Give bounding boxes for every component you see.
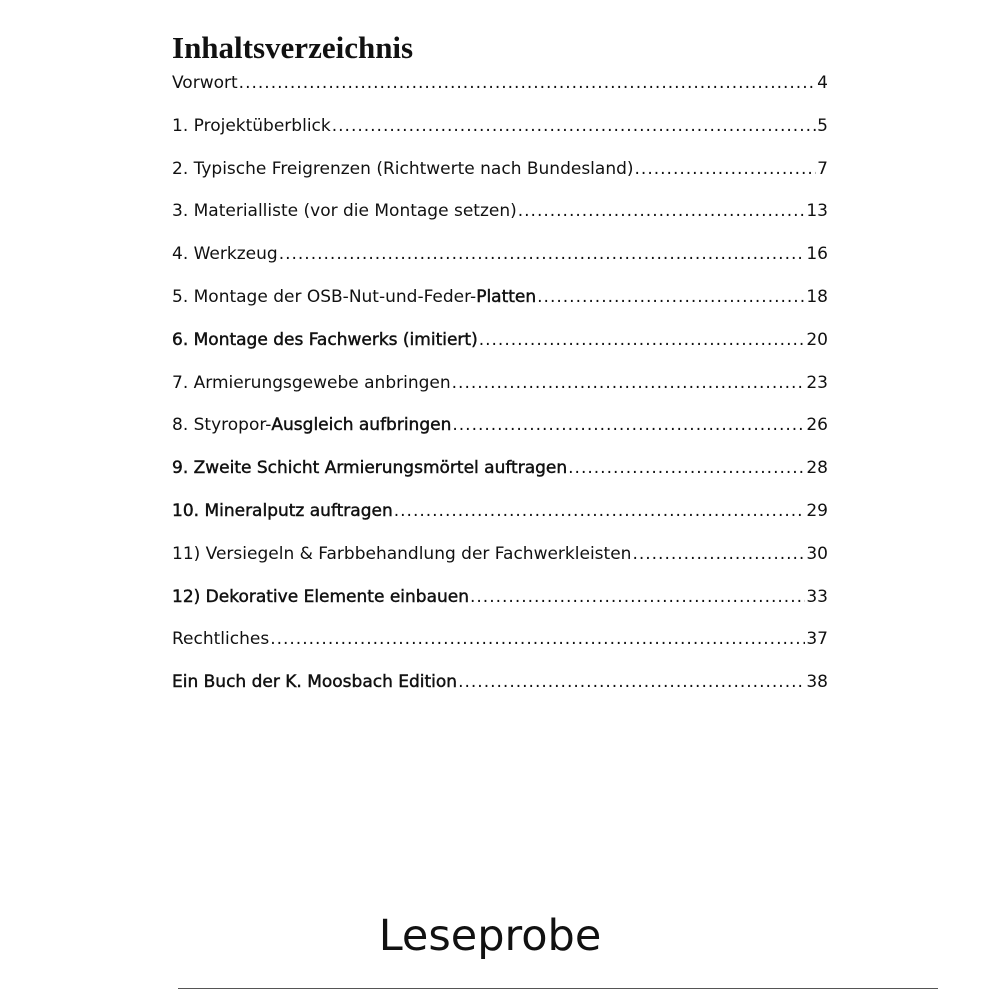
toc-entry[interactable]: [172, 533, 828, 576]
toc-dot-leader: [452, 362, 806, 405]
toc-entry-label: [172, 362, 451, 405]
toc-dot-leader: [239, 62, 817, 105]
toc-page-number: 18: [806, 286, 828, 307]
toc-entry[interactable]: [172, 661, 828, 704]
toc-entry[interactable]: [172, 404, 828, 447]
toc-entry-label-part: 1. Projektüberblick: [172, 115, 331, 136]
footer-divider: [178, 988, 938, 989]
toc-entry-label-part: 8. Styropor-: [172, 415, 272, 436]
toc-page-number: 29: [806, 500, 828, 521]
toc-entry-label-part: 12) Dekorative Elemente einbauen: [172, 586, 469, 607]
toc-entry[interactable]: [172, 576, 828, 619]
toc-page-number: 28: [806, 458, 828, 479]
toc-entry-label-part: Ein Buch der K. Moosbach Edition: [172, 672, 458, 693]
toc-entry-label: [172, 533, 631, 576]
toc-entry-label: [172, 62, 238, 105]
toc-entry-label: [172, 319, 478, 362]
toc-entry-label: [172, 148, 634, 191]
toc-page-number: 7: [817, 158, 828, 179]
toc-entry-label: [172, 276, 536, 319]
toc-entry[interactable]: [172, 618, 828, 661]
toc-entry-label: [172, 233, 278, 276]
toc-dot-leader: [270, 618, 805, 661]
toc-entry[interactable]: [172, 490, 828, 533]
toc-page-number: 26: [806, 415, 828, 436]
toc-dot-leader: [632, 533, 805, 576]
toc-entry-label-part: Platten: [476, 286, 537, 307]
toc-entry-label-part: 2. Typische Freigrenzen (Richtwerte nach Bundesland): [172, 158, 634, 179]
toc-entry-label-part: 5. Montage der OSB-Nut-und-Feder-: [172, 286, 477, 307]
toc-dot-leader: [568, 447, 805, 490]
toc-entry[interactable]: [172, 148, 828, 191]
toc-dot-leader: [635, 148, 817, 191]
toc-entry-label-part: 10. Mineralputz auftragen: [172, 500, 393, 521]
toc-entry[interactable]: [172, 319, 828, 362]
toc-dot-leader: [518, 190, 806, 233]
toc-entry[interactable]: [172, 62, 828, 105]
toc-page-number: 37: [806, 629, 828, 650]
toc-page-number: 5: [817, 115, 828, 136]
toc-entry-label: [172, 618, 269, 661]
toc-dot-leader: [470, 576, 805, 619]
toc-entry-label-part: 7. Armierungsgewebe anbringen: [172, 372, 451, 393]
toc-title: Inhaltsverzeichnis: [172, 30, 414, 65]
toc-entry[interactable]: [172, 362, 828, 405]
toc-entry-label-part: Rechtliches: [172, 629, 270, 650]
sample-label: Leseprobe: [378, 911, 602, 961]
toc-page-number: 4: [817, 73, 828, 93]
toc-entry[interactable]: [172, 233, 828, 276]
toc-entry-label-part: 11) Versiegeln & Farbbehandlung der Fachwerkleisten: [172, 543, 632, 564]
toc-entry-label: [172, 576, 469, 619]
toc-entry-label-part: 6. Montage des Fachwerks (imitiert): [172, 329, 478, 350]
toc-list: [172, 62, 828, 704]
toc-entry-label-part: 3. Materialliste (vor die Montage setzen): [172, 201, 517, 222]
toc-dot-leader: [458, 661, 805, 704]
toc-entry-label: [172, 447, 567, 490]
toc-dot-leader: [394, 490, 806, 533]
toc-page-number: 13: [806, 201, 828, 222]
toc-entry-label-part: 9. Zweite Schicht Armierungsmörtel auftragen: [172, 458, 568, 479]
toc-entry-label-part: 4. Werkzeug: [172, 244, 278, 265]
toc-entry-label: [172, 404, 451, 447]
toc-entry[interactable]: [172, 276, 828, 319]
toc-dot-leader: [537, 276, 805, 319]
toc-dot-leader: [452, 404, 805, 447]
toc-page-number: 33: [806, 586, 828, 607]
toc-dot-leader: [332, 105, 816, 148]
toc-page-number: 38: [806, 672, 828, 693]
toc-entry-label: [172, 190, 517, 233]
toc-entry[interactable]: [172, 190, 828, 233]
toc-dot-leader: [279, 233, 806, 276]
toc-page-number: 23: [806, 372, 828, 393]
toc-entry-label: [172, 105, 331, 148]
toc-entry-label-part: Vorwort: [172, 73, 238, 93]
toc-entry-label: [172, 661, 457, 704]
toc-page-number: 20: [806, 329, 828, 350]
toc-page-number: 30: [806, 543, 828, 564]
toc-entry-label-part: Ausgleich aufbringen: [271, 415, 452, 436]
toc-entry-label: [172, 490, 393, 533]
toc-page-number: 16: [806, 244, 828, 265]
toc-entry[interactable]: [172, 105, 828, 148]
toc-dot-leader: [479, 319, 806, 362]
toc-entry[interactable]: [172, 447, 828, 490]
